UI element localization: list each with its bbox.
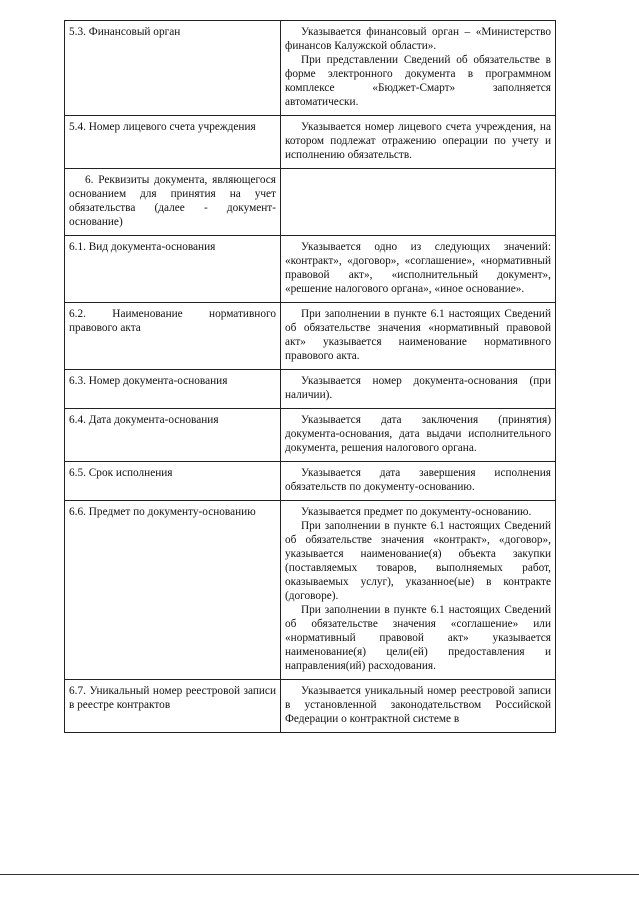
description-paragraph: При заполнении в пункте 6.1 настоящих Сведений об обязательстве значения «нормативный правовой акт» указывается наименование нормативного правового акта. <box>285 308 551 362</box>
description-paragraph: Указывается уникальный номер реестровой записи в установленной законодательством Российской Федерации о контрактной системе в <box>285 685 551 725</box>
table-row <box>65 236 556 303</box>
field-description <box>281 462 556 501</box>
field-label: 6.6. Предмет по документу-основанию <box>65 501 281 680</box>
field-label: 5.3. Финансовый орган <box>65 21 281 116</box>
description-paragraph: Указывается одно из следующих значений: «контракт», «договор», «соглашение», «нормативный правовой акт», «исполнительный документ», «решение налогового органа», «иное основание». <box>285 241 551 295</box>
description-paragraph: Указывается финансовый орган – «Министерство финансов Калужской области». <box>285 26 551 52</box>
description-paragraph: Указывается дата завершения исполнения обязательств по документу-основанию. <box>285 467 551 493</box>
table-row <box>65 116 556 169</box>
field-label: 6.5. Срок исполнения <box>65 462 281 501</box>
field-label: 6.3. Номер документа-основания <box>65 370 281 409</box>
table-row <box>65 21 556 116</box>
field-description <box>281 501 556 680</box>
description-paragraph: Указывается предмет по документу-основанию. <box>301 506 532 518</box>
description-paragraph: Указывается номер лицевого счета учреждения, на котором подлежат отражению операции по учету и исполнению обязательств. <box>285 121 551 161</box>
table-row <box>65 501 556 680</box>
requisites-table <box>64 20 556 733</box>
description-paragraph: При заполнении в пункте 6.1 настоящих Сведений об обязательстве значения «контракт», «договор», указывается наименование(я) объекта закупки (поставляемых товаров, выполняемых работ, оказываемых услуг), указанное(ые) в контракте (договоре). <box>285 520 551 602</box>
field-label: 6.2. Наименование нормативного правового акта <box>65 303 281 370</box>
table-row <box>65 169 556 236</box>
table-row <box>65 680 556 733</box>
table-row <box>65 303 556 370</box>
description-paragraph: Указывается номер документа-основания (при наличии). <box>285 375 551 401</box>
field-label: 6.1. Вид документа-основания <box>65 236 281 303</box>
table-row <box>65 462 556 501</box>
field-label: 6.4. Дата документа-основания <box>65 409 281 462</box>
description-paragraph: При заполнении в пункте 6.1 настоящих Сведений об обязательстве значения «соглашение» или «нормативный правовой акт» указывается наименование(я) цели(ей) предоставления и направления(ий) расходования. <box>285 604 551 672</box>
field-description <box>281 370 556 409</box>
section-heading-text: 6. Реквизиты документа, являющегося основанием для принятия на учет обязательства (далее - документ-основание) <box>69 174 276 228</box>
page-footer-divider <box>0 874 639 875</box>
field-label: 5.4. Номер лицевого счета учреждения <box>65 116 281 169</box>
field-description <box>281 409 556 462</box>
field-description <box>281 21 556 116</box>
description-paragraph: Указывается дата заключения (принятия) документа-основания, дата выдачи исполнительного документа, решения налогового органа. <box>285 414 551 454</box>
field-description <box>281 236 556 303</box>
field-label: 6.7. Уникальный номер реестровой записи в реестре контрактов <box>65 680 281 733</box>
table-row <box>65 370 556 409</box>
field-description-empty <box>281 169 556 236</box>
field-description <box>281 680 556 733</box>
description-paragraph: При представлении Сведений об обязательстве в форме электронного документа в программном комплексе «Бюджет-Смарт» заполняется автоматически. <box>285 54 551 108</box>
field-description <box>281 116 556 169</box>
table-row <box>65 409 556 462</box>
section-heading <box>65 169 281 236</box>
field-description <box>281 303 556 370</box>
